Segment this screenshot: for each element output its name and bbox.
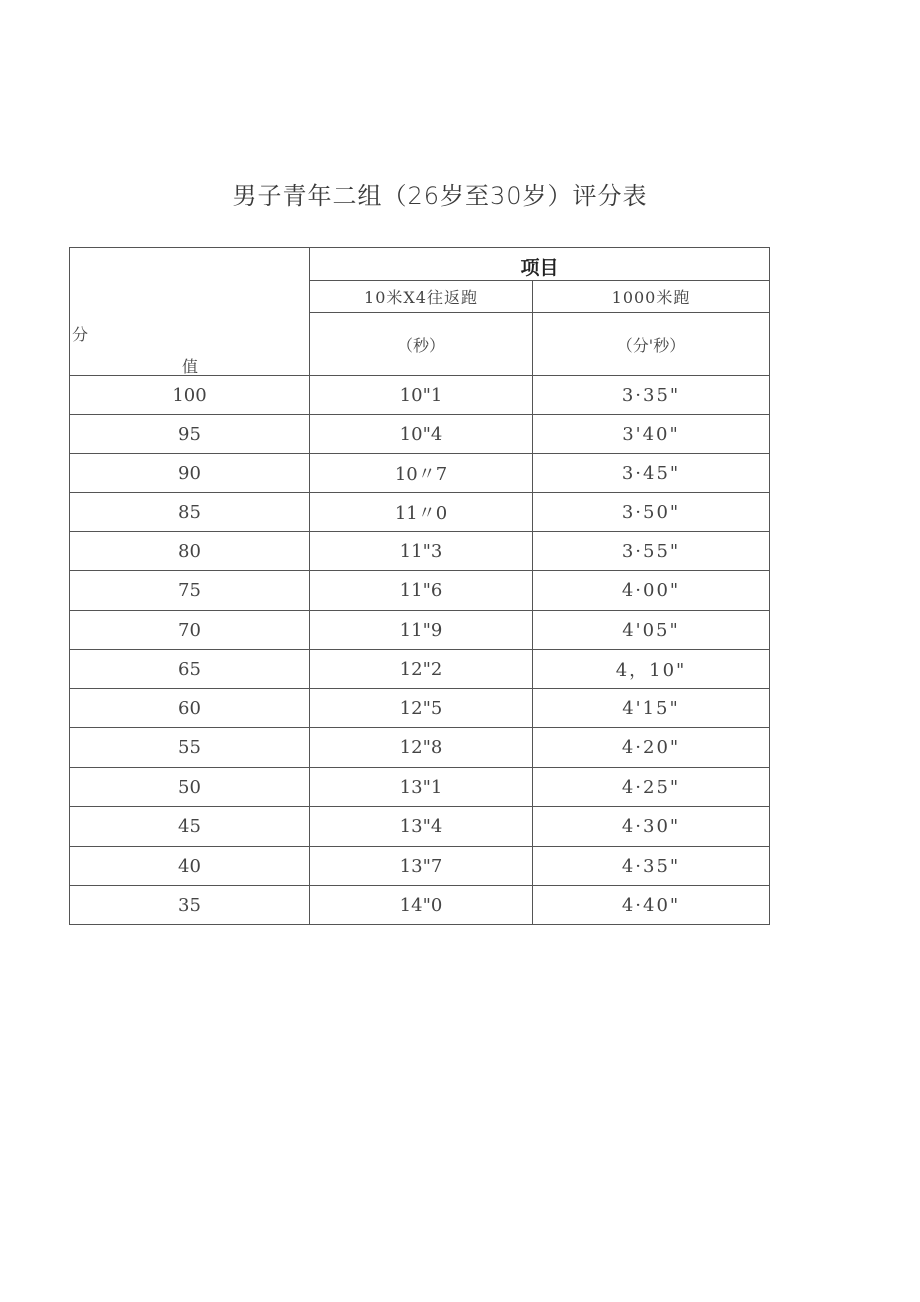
table-row [70, 768, 770, 807]
shuttle-time-cell: 12"2 [310, 650, 533, 689]
run-time-cell: 4·35" [533, 847, 770, 886]
shuttle-time-cell: 12"8 [310, 728, 533, 768]
shuttle-time-cell: 13"7 [310, 847, 533, 886]
run-time-cell: 3·50" [533, 493, 770, 532]
score-header-bottom: 值 [182, 357, 199, 376]
run-time-cell: 3·35" [533, 376, 770, 415]
event-header-shuttle: 10米X4往返跑 [310, 281, 533, 313]
shuttle-time-cell: 11〃0 [310, 493, 533, 532]
table-row [70, 807, 770, 847]
run-time-cell: 4'05" [533, 611, 770, 650]
table-row [70, 728, 770, 768]
score-header-top: 分 [72, 325, 89, 344]
table-row [70, 650, 770, 689]
score-table [69, 247, 770, 925]
page-title: 男子青年二组（26岁至30岁）评分表 [232, 182, 648, 210]
shuttle-time-cell: 10"1 [310, 376, 533, 415]
score-cell: 85 [70, 493, 310, 532]
shuttle-time-cell: 11"9 [310, 611, 533, 650]
run-time-cell: 4·30" [533, 807, 770, 847]
table-row [70, 454, 770, 493]
score-cell: 35 [70, 886, 310, 925]
score-cell: 60 [70, 689, 310, 728]
shuttle-time-cell: 12"5 [310, 689, 533, 728]
group-header: 项目 [310, 248, 770, 281]
run-time-cell: 4，10" [533, 650, 770, 689]
score-cell: 100 [70, 376, 310, 415]
table-row [70, 689, 770, 728]
shuttle-time-cell: 14"0 [310, 886, 533, 925]
score-cell: 75 [70, 571, 310, 611]
table-row [70, 611, 770, 650]
run-time-cell: 3'40" [533, 415, 770, 454]
score-cell: 80 [70, 532, 310, 571]
shuttle-time-cell: 11"6 [310, 571, 533, 611]
event-header-run: 1000米跑 [533, 281, 770, 313]
score-cell: 65 [70, 650, 310, 689]
run-time-cell: 4·40" [533, 886, 770, 925]
score-cell: 90 [70, 454, 310, 493]
shuttle-time-cell: 13"1 [310, 768, 533, 807]
run-time-cell: 3·45" [533, 454, 770, 493]
score-cell: 40 [70, 847, 310, 886]
table-row [70, 532, 770, 571]
run-time-cell: 4·00" [533, 571, 770, 611]
run-time-cell: 4'15" [533, 689, 770, 728]
table-row [70, 493, 770, 532]
score-cell: 50 [70, 768, 310, 807]
score-cell: 45 [70, 807, 310, 847]
score-cell: 70 [70, 611, 310, 650]
score-column-header [70, 248, 310, 376]
shuttle-time-cell: 13"4 [310, 807, 533, 847]
table-row [70, 415, 770, 454]
header-row-1 [70, 248, 770, 281]
score-cell: 55 [70, 728, 310, 768]
run-time-cell: 3·55" [533, 532, 770, 571]
score-cell: 95 [70, 415, 310, 454]
run-time-cell: 4·20" [533, 728, 770, 768]
table-row [70, 571, 770, 611]
table-row [70, 847, 770, 886]
table-row [70, 886, 770, 925]
shuttle-time-cell: 11"3 [310, 532, 533, 571]
shuttle-time-cell: 10〃7 [310, 454, 533, 493]
shuttle-time-cell: 10"4 [310, 415, 533, 454]
run-time-cell: 4·25" [533, 768, 770, 807]
table-row [70, 376, 770, 415]
unit-header-shuttle: （秒） [310, 313, 533, 376]
unit-header-run: （分'秒） [533, 313, 770, 376]
